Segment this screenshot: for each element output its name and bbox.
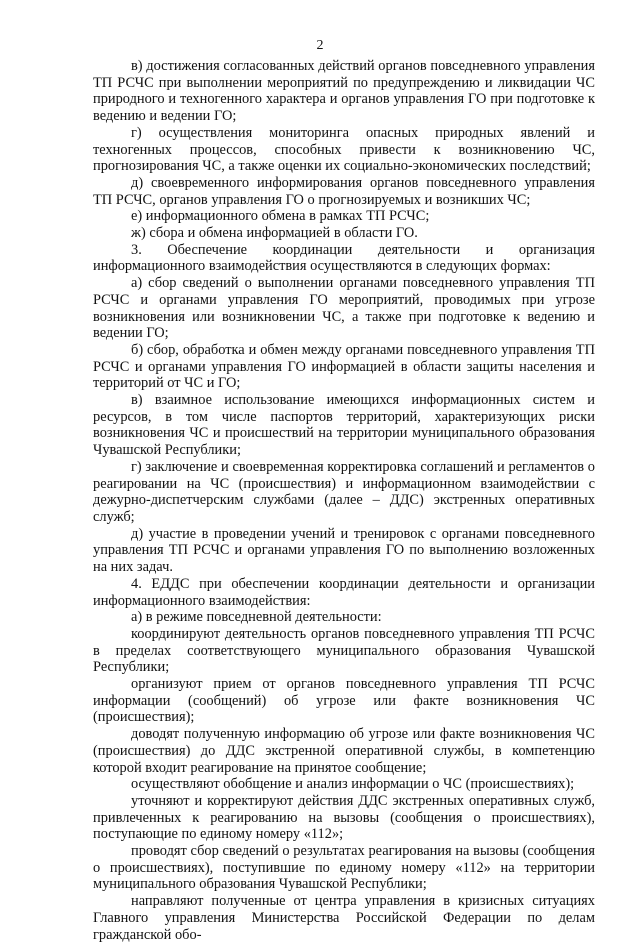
paragraph: доводят полученную информацию об угрозе или факте возникновения ЧС (происшествия) до ДДС экстренной оперативной службы, в компетенцию которой входит реагирование на принятое сообщение; <box>93 726 595 776</box>
paragraph: б) сбор, обработка и обмен между органами повседневного управления ТП РСЧС и органами управления ГО информацией в области защиты населения и территорий от ЧС и ГО; <box>93 341 595 392</box>
paragraph: направляют полученные от центра управления в кризисных ситуациях Главного управления Министерства Российской Федерации по делам гражданской обо- <box>93 893 595 943</box>
paragraph: осуществляют обобщение и анализ информации о ЧС (происшествиях); <box>131 776 575 793</box>
paragraph: в) взаимное использование имеющихся информационных систем и ресурсов, в том числе паспортов территорий, характеризующих риски возникновения ЧС и происшествий на территории муниципального образования Чувашской Республики; <box>93 392 595 459</box>
paragraph: г) заключение и своевременная корректировка соглашений и регламентов о реагировании на ЧС (происшествия) и информационном взаимодействии с дежурно-диспетчерским службами (далее – ДДС) экстренных оперативных служб; <box>93 458 595 525</box>
paragraph: е) информационного обмена в рамках ТП РСЧС; <box>131 208 430 225</box>
paragraph: координируют деятельность органов повседневного управления ТП РСЧС в пределах соответствующего муниципального образования Чувашской Республики; <box>93 625 595 676</box>
paragraph: а) сбор сведений о выполнении органами повседневного управления ТП РСЧС и органами управления ГО мероприятий, проводимых при угрозе возникновения или возникновении ЧС, а также при подготовке к ведению и ведении ГО; <box>93 275 595 342</box>
paragraph: д) своевременного информирования органов повседневного управления ТП РСЧС, органов управления ГО о прогнозируемых и возникших ЧС; <box>93 174 595 208</box>
page-number: 2 <box>316 38 324 53</box>
paragraph: проводят сбор сведений о результатах реагирования на вызовы (сообщения о происшествиях), поступившие по единому номеру «112» на территории муниципального образования Чувашской Республики; <box>93 843 595 893</box>
paragraph: ж) сбора и обмена информацией в области ГО. <box>131 225 418 242</box>
paragraph: а) в режиме повседневной деятельности: <box>131 609 382 626</box>
paragraph: в) достижения согласованных действий органов повседневного управления ТП РСЧС при выполнении мероприятий по предупреждению и ликвидации ЧС природного и техногенного характера и органов управления ГО при подготовке к ведению и ведении ГО; <box>93 58 595 125</box>
paragraph: 3. Обеспечение координации деятельности и организация информационного взаимодействия осуществляются в следующих формах: <box>93 241 595 275</box>
paragraph: 4. ЕДДС при обеспечении координации деятельности и организации информационного взаимодействия: <box>93 575 595 609</box>
document-body <box>93 58 595 943</box>
paragraph: г) осуществления мониторинга опасных природных явлений и техногенных процессов, способных привести к возникновению ЧС, прогнозирования ЧС, а также оценки их социально-экономических последствий; <box>93 124 595 175</box>
paragraph: д) участие в проведении учений и тренировок с органами повседневного управления ТП РСЧС и органами управления ГО по выполнению возложенных на них задач. <box>93 525 595 576</box>
paragraph: организуют прием от органов повседневного управления ТП РСЧС информации (сообщений) об угрозе или факте возникновения ЧС (происшествия); <box>93 676 595 726</box>
paragraph: уточняют и корректируют действия ДДС экстренных оперативных служб, привлеченных к реагированию на вызовы (сообщения о происшествиях), поступающие по единому номеру «112»; <box>93 792 595 843</box>
